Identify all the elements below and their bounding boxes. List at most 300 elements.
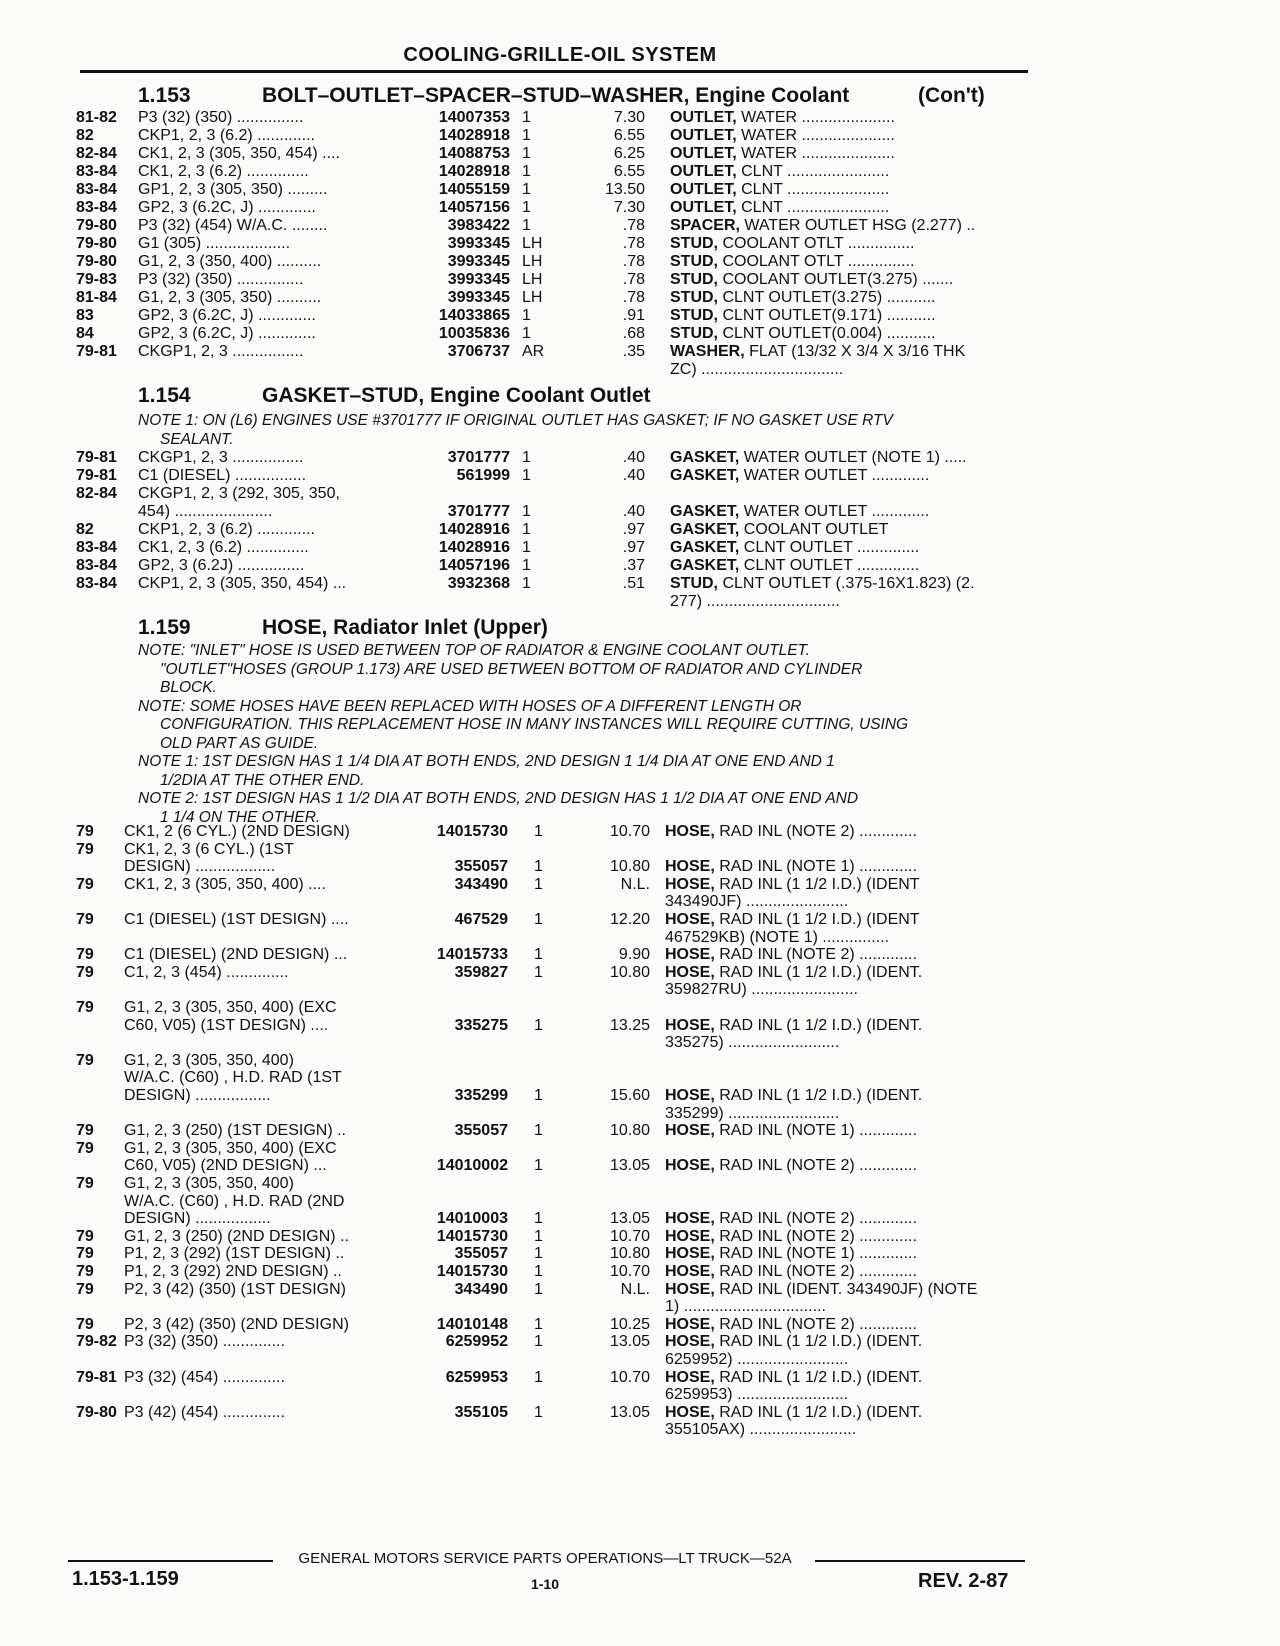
quantity: 1 [534,823,543,840]
part-name: GASKET, [670,521,740,538]
description-detail: WATER OUTLET ............. [739,467,930,484]
quantity: 1 [522,127,531,144]
price: .97 [622,521,645,538]
description-detail: RAD INL (NOTE 2) ............. [714,1227,917,1245]
model-years: 79 [76,1280,94,1298]
quantity: 1 [534,875,543,893]
price: .40 [622,467,645,484]
quantity: 1 [534,1403,543,1421]
model-years: 82-84 [76,145,117,162]
description [670,538,919,557]
quantity: 1 [534,1280,543,1298]
application: CK1, 2 (6 CYL.) (2ND DESIGN) [124,823,350,840]
description-detail: 6259953) ......................... [665,1386,849,1404]
model-years: 79-80 [76,1403,117,1421]
description-detail: CLNT OUTLET(9.171) ........... [718,307,936,324]
quantity: 1 [522,145,531,162]
application: P3 (32) (454) W/A.C. ........ [138,217,328,234]
model-years: 79 [76,875,94,893]
description-detail: RAD INL (1 1/2 I.D.) (IDENT. [714,1333,923,1351]
description [665,857,917,876]
application: CKP1, 2, 3 (305, 350, 454) ... [138,575,347,592]
model-years: 83-84 [76,575,117,592]
quantity: 1 [522,575,531,592]
part-number: 335299 [454,1087,508,1104]
description-detail: CLNT OUTLET .............. [739,557,920,574]
description [670,592,840,611]
part-name: OUTLET, [670,199,737,216]
model-years: 79-80 [76,217,117,234]
description-detail: 467529KB) (NOTE 1) ............... [665,928,890,946]
page-title: COOLING-GRILLE-OIL SYSTEM [403,44,717,66]
description [670,270,953,289]
description [665,1104,839,1123]
description [670,306,936,325]
application: C1 (DIESEL) ................ [138,467,307,484]
application: CKGP1, 2, 3 (292, 305, 350, [138,485,340,502]
quantity: 1 [522,467,531,484]
parts-row [0,1368,1060,1387]
application: CKP1, 2, 3 (6.2) ............. [138,521,315,538]
part-name: STUD, [670,271,718,288]
model-years: 83-84 [76,557,117,574]
part-name: HOSE, [665,1403,715,1421]
part-number: 14007353 [438,109,510,126]
application: DESIGN) ................. [124,1210,271,1228]
description-detail: COOLANT OUTLET [739,521,889,538]
description [670,574,974,593]
quantity: 1 [522,163,531,180]
note-line: BLOCK. [160,679,217,696]
parts-row [0,198,1060,217]
part-number: 14015730 [436,1263,508,1280]
price: 13.05 [609,1210,650,1228]
description [665,1016,922,1035]
parts-row [0,892,1060,911]
model-years: 79 [76,1139,94,1157]
part-number: 6259953 [445,1368,508,1386]
part-number: 14010148 [436,1315,508,1333]
description [670,108,895,127]
part-number: 14028916 [438,521,510,538]
part-name: GASKET, [670,557,740,574]
application: G1, 2, 3 (250) (1ST DESIGN) .. [124,1122,346,1140]
model-years: 84 [76,325,94,342]
footer-publisher: GENERAL MOTORS SERVICE PARTS OPERATIONS—LT TRUCK—52A [298,1550,792,1567]
price: 13.05 [609,1157,650,1175]
description [670,180,889,199]
quantity: 1 [522,109,531,126]
description-detail: CLNT ....................... [736,181,890,198]
note-line: CONFIGURATION. THIS REPLACEMENT HOSE IN MANY INSTANCES WILL REQUIRE CUTTING, USING [160,716,909,733]
footer-rule-left [68,1560,273,1562]
description-detail: COOLANT OTLT ............... [718,253,915,270]
description [665,1033,839,1052]
parts-row [0,1350,1060,1369]
model-years: 79 [76,999,94,1016]
model-years: 83-84 [76,199,117,216]
description [665,1244,917,1263]
quantity: 1 [534,911,543,928]
description-detail: RAD INL (NOTE 2) ............. [714,946,917,964]
description-detail: RAD INL (1 1/2 I.D.) (IDENT. [714,1087,923,1104]
quantity: 1 [534,1368,543,1386]
continued-label: (Con't) [918,84,985,107]
note-line: OLD PART AS GUIDE. [160,734,319,752]
part-number: 355057 [454,1122,508,1140]
description [665,910,920,929]
description [670,448,967,467]
part-name: HOSE, [665,1087,715,1104]
application: CKGP1, 2, 3 ................ [138,343,304,360]
part-number: 359827 [454,963,508,981]
price: .78 [622,271,645,288]
parts-row [0,1139,1060,1158]
part-number: 14055159 [438,181,510,198]
part-name: HOSE, [665,963,715,981]
part-name: OUTLET, [670,109,737,126]
description-detail: ZC) ................................ [670,361,844,378]
part-name: HOSE, [665,1263,715,1280]
application: CKGP1, 2, 3 ................ [138,449,304,466]
part-name: OUTLET, [670,163,737,180]
description-detail: WATER ..................... [736,145,895,162]
price: .97 [622,539,645,556]
part-number: 3993345 [447,253,510,270]
part-name: SPACER, [670,217,740,234]
price: .35 [622,343,645,360]
part-number: 3706737 [447,343,510,360]
description [665,1385,848,1404]
application: P1, 2, 3 (292) (1ST DESIGN) .. [124,1245,345,1263]
part-number: 3993345 [447,289,510,306]
application: P3 (32) (350) ............... [138,271,304,288]
parts-row [0,1297,1060,1316]
part-name: GASKET, [670,467,740,484]
parts-row [0,1385,1060,1404]
description [670,198,889,217]
parts-row [0,1016,1060,1035]
part-number: 14028916 [438,539,510,556]
model-years: 81-82 [76,109,117,126]
part-number: 3993345 [447,235,510,252]
price: .78 [622,289,645,306]
description [665,928,889,947]
note-line: SEALANT. [160,430,234,448]
section-title: GASKET–STUD, Engine Coolant Outlet [262,384,651,407]
description-detail: RAD INL (1 1/2 I.D.) (IDENT. [714,1368,923,1386]
part-number: 3701777 [447,503,510,520]
description-detail: RAD INL (NOTE 1) ............. [714,1245,917,1263]
price: .68 [622,325,645,342]
description-detail: CLNT OUTLET (.375-16X1.823) (2. [718,575,975,592]
part-number: 6259952 [445,1333,508,1351]
parts-row [0,574,1060,593]
model-years: 81-84 [76,289,117,306]
model-years: 79 [76,946,94,964]
description-detail: CLNT ....................... [736,199,890,216]
section-note [138,698,1038,754]
part-name: OUTLET, [670,127,737,144]
price: 10.80 [609,858,650,876]
description-detail: RAD INL (NOTE 2) ............. [714,1157,917,1175]
description-detail: RAD INL (NOTE 2) ............. [714,823,917,840]
part-number: 343490 [454,1280,508,1298]
parts-row [0,538,1060,557]
parts-row [0,945,1060,964]
price: 13.25 [609,1016,650,1034]
part-name: OUTLET, [670,145,737,162]
section-number: 1.159 [138,616,191,639]
model-years: 79 [76,1315,94,1333]
price: .51 [622,575,645,592]
price: 7.30 [613,199,645,216]
description [665,1262,917,1281]
parts-row [0,342,1060,361]
parts-row [0,1315,1060,1334]
price: 10.80 [609,1245,650,1263]
quantity: 1 [534,1227,543,1245]
quantity: 1 [534,858,543,876]
model-years: 79 [76,963,94,981]
part-name: HOSE, [665,1245,715,1263]
parts-row [0,822,1060,841]
description [665,1420,856,1439]
description [670,252,914,271]
quantity: 1 [534,1087,543,1104]
section-title: BOLT–OUTLET–SPACER–STUD–WASHER, Engine Coolant [262,84,850,107]
note-line: NOTE 2: 1ST DESIGN HAS 1 1/2 DIA AT BOTH ENDS, 2ND DESIGN HAS 1 1/2 DIA AT ONE END AND [138,790,859,807]
description-detail: 335299) ......................... [665,1104,840,1122]
parts-row [0,1227,1060,1246]
title-rule [80,70,1028,73]
part-name: STUD, [670,575,718,592]
description [665,1227,917,1246]
part-name: HOSE, [665,946,715,964]
price: 13.50 [604,181,645,198]
part-number: 14028918 [438,127,510,144]
part-name: HOSE, [665,1016,715,1034]
description [670,520,888,539]
parts-row [0,928,1060,947]
price: 10.70 [609,1368,650,1386]
model-years: 83-84 [76,539,117,556]
description [670,360,843,379]
section-note [138,412,1038,449]
price: .78 [622,235,645,252]
application: DESIGN) .................. [124,858,276,876]
part-number: 14057196 [438,557,510,574]
model-years: 79 [76,1227,94,1245]
description-detail: 343490JF) ....................... [665,893,849,911]
description-detail: 335275) ......................... [665,1034,840,1052]
footer-page-number: 1-10 [530,1576,560,1592]
part-name: HOSE, [665,1210,715,1228]
part-number: 3701777 [447,449,510,466]
part-number: 14015733 [436,946,508,964]
part-number: 14088753 [438,145,510,162]
parts-row [0,126,1060,145]
description-detail: RAD INL (1 1/2 I.D.) (IDENT [714,911,920,928]
model-years: 79 [76,1051,94,1069]
parts-row [0,144,1060,163]
model-years: 83-84 [76,163,117,180]
application: DESIGN) ................. [124,1087,271,1104]
description-detail: 277) .............................. [670,593,840,610]
quantity: 1 [522,199,531,216]
parts-row [0,910,1060,929]
quantity: AR [522,343,545,360]
description [665,892,848,911]
parts-row [0,216,1060,235]
application: CKP1, 2, 3 (6.2) ............. [138,127,315,144]
section-heading [138,616,548,640]
section-number: 1.153 [138,84,191,107]
part-number: 3983422 [447,217,510,234]
note-line: NOTE: "INLET" HOSE IS USED BETWEEN TOP OF RADIATOR & ENGINE COOLANT OUTLET. [138,642,810,659]
part-number: 355105 [454,1403,508,1421]
part-name: STUD, [670,235,718,252]
quantity: 1 [522,181,531,198]
parts-row [0,270,1060,289]
parts-row [0,108,1060,127]
section-heading [138,384,651,408]
section-note [138,753,1038,790]
description [670,556,919,575]
application: CK1, 2, 3 (305, 350, 400) .... [124,875,326,893]
description-detail: 355105AX) ........................ [665,1421,857,1439]
part-name: HOSE, [665,875,715,893]
model-years: 79 [76,823,94,840]
quantity: LH [522,289,543,306]
description-detail: RAD INL (NOTE 1) ............. [714,858,917,876]
parts-row [0,1332,1060,1351]
part-name: WASHER, [670,343,745,360]
part-number: 14010003 [436,1210,508,1228]
price: 10.70 [609,1227,650,1245]
part-number: 3993345 [447,271,510,288]
parts-row [0,1192,1060,1211]
part-name: GASKET, [670,449,740,466]
part-name: STUD, [670,307,718,324]
description-detail: COOLANT OTLT ............... [718,235,915,252]
part-number: 14033865 [438,307,510,324]
parts-row [0,448,1060,467]
part-name: HOSE, [665,911,715,928]
quantity: 1 [534,963,543,981]
part-number: 355057 [454,858,508,876]
quantity: 1 [522,217,531,234]
price: 6.55 [613,127,645,144]
application: P3 (42) (454) .............. [124,1403,285,1421]
description-detail: CLNT OUTLET(3.275) ........... [718,289,936,306]
application: CK1, 2, 3 (6.2) .............. [138,539,309,556]
description [665,875,920,894]
parts-row [0,998,1060,1017]
parts-row [0,1262,1060,1281]
quantity: 1 [522,307,531,324]
part-name: HOSE, [665,858,715,876]
description-detail: RAD INL (NOTE 2) ............. [714,1210,917,1228]
parts-row [0,1033,1060,1052]
description-detail: RAD INL (1 1/2 I.D.) (IDENT. [714,1403,923,1421]
parts-row [0,963,1060,982]
description-detail: 359827RU) ........................ [665,981,858,999]
quantity: 1 [522,557,531,574]
part-name: STUD, [670,289,718,306]
application: G1, 2, 3 (250) (2ND DESIGN) .. [124,1227,349,1245]
parts-row [0,1121,1060,1140]
section-heading [138,84,985,108]
part-name: HOSE, [665,1368,715,1386]
parts-row [0,857,1060,876]
price: 6.25 [613,145,645,162]
description [665,1368,922,1387]
description-detail: 1) ................................ [665,1298,826,1316]
description [670,216,975,235]
description [665,1086,922,1105]
model-years: 82 [76,127,94,144]
section-title: HOSE, Radiator Inlet (Upper) [262,616,548,639]
application: CK1, 2, 3 (305, 350, 454) .... [138,145,340,162]
quantity: 1 [534,946,543,964]
description-detail: RAD INL (NOTE 2) ............. [714,1263,917,1280]
application: GP2, 3 (6.2C, J) ............. [138,307,316,324]
description-detail: RAD INL (1 1/2 I.D.) (IDENT. [714,1016,923,1034]
price: .91 [622,307,645,324]
parts-row [0,875,1060,894]
parts-row [0,556,1060,575]
parts-row [0,1051,1060,1070]
description-detail: WATER ..................... [736,109,895,126]
application: W/A.C. (C60) , H.D. RAD (1ST [124,1069,342,1087]
quantity: 1 [534,1263,543,1280]
description [665,1403,922,1422]
model-years: 79-81 [76,449,117,466]
part-name: HOSE, [665,823,715,840]
part-number: 14057156 [438,199,510,216]
part-number: 3932368 [447,575,510,592]
model-years: 83 [76,307,94,324]
application: G1, 2, 3 (305, 350, 400) (EXC [124,999,337,1016]
parts-row [0,162,1060,181]
parts-row [0,234,1060,253]
application: G1 (305) ................... [138,235,291,252]
footer-revision: REV. 2-87 [918,1570,1009,1592]
price: N.L. [620,875,650,893]
price: N.L. [620,1280,650,1298]
quantity: 1 [522,521,531,538]
description-detail: RAD INL (NOTE 1) ............. [714,1122,917,1140]
description-detail: FLAT (13/32 X 3/4 X 3/16 THK [744,343,966,360]
description-detail: WATER OUTLET ............. [739,503,930,520]
description [670,502,929,521]
description [665,1121,917,1140]
description-detail: RAD INL (1 1/2 I.D.) (IDENT. [714,963,923,981]
part-name: GASKET, [670,539,740,556]
model-years: 79-80 [76,235,117,252]
parts-row [0,252,1060,271]
part-number: 355057 [454,1245,508,1263]
application: GP2, 3 (6.2C, J) ............. [138,325,316,342]
application: C1, 2, 3 (454) .............. [124,963,289,981]
description-detail: RAD INL (NOTE 2) ............. [714,1315,917,1333]
description-detail: WATER ..................... [736,127,895,144]
parts-row [0,1156,1060,1175]
model-years: 79 [76,911,94,928]
parts-row [0,360,1060,379]
parts-row [0,288,1060,307]
